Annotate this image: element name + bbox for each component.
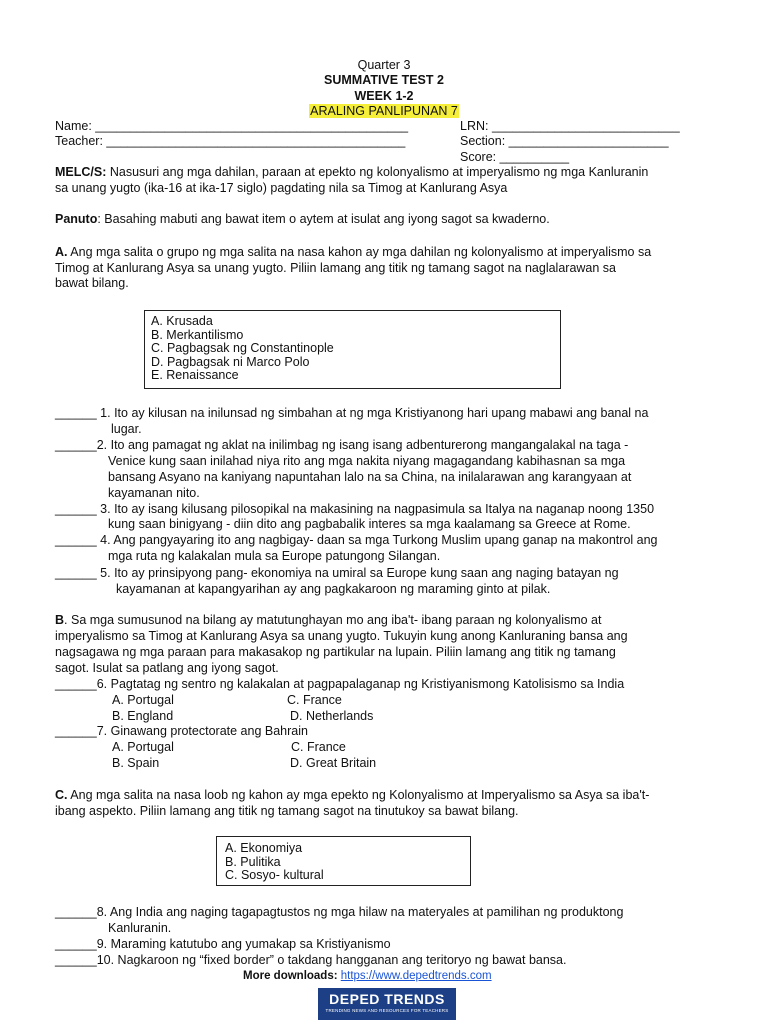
question-3-line-1: ______ 3. Ito ay isang kilusang pilosopikal na makasining na nagpasimula sa Italya na naganap noong 1350	[55, 502, 655, 516]
section-a-line-2: Timog at Kanlurang Asya sa unang yugto. Piliin lamang ang titik ng tamang sagot na naglalarawan sa	[55, 261, 616, 275]
section-a-line-3: bawat bilang.	[55, 276, 129, 290]
question-7: ______7. Ginawang protectorate ang Bahrain	[55, 724, 308, 738]
subject-highlight: ARALING PANLIPUNAN 7	[310, 104, 458, 118]
question-8-line-1: ______8. Ang India ang naging tagapagtustos ng mga hilaw na materyales at pamilihan ng produktong	[55, 905, 624, 919]
choice-c-3: C. Sosyo- kultural	[225, 868, 324, 882]
question-6: ______6. Pagtatag ng sentro ng kalakalan at pagpapalaganap ng Kristiyanismong Katolisismo sa India	[55, 677, 625, 691]
choice-a-4: D. Pagbagsak ni Marco Polo	[151, 354, 310, 369]
section-c-line-1	[55, 788, 649, 802]
logo-title: DEPED TRENDS	[329, 991, 445, 1007]
logo-tagline: TRENDING NEWS AND RESOURCES FOR TEACHERS	[325, 1008, 449, 1013]
question-8-line-2: Kanluranin.	[108, 921, 172, 935]
question-5-line-1: ______ 5. Ito ay prinsipyong pang- ekonomiya na umiral sa Europe kung saan ang naging batayan ng	[55, 566, 619, 580]
melc-text: Nasusuri ang mga dahilan, paraan at epekto ng kolonyalismo at imperyalismo ng mga Kanluranin	[106, 165, 649, 179]
question-1-line-2: lugar.	[111, 422, 142, 436]
panuto-line	[55, 212, 550, 226]
week-label: WEEK 1-2	[354, 89, 414, 103]
question-4-line-1: ______ 4. Ang pangyayaring ito ang nagbigay- daan sa mga Turkong Muslim upang ganap na makontrol ang	[55, 533, 658, 547]
choice-a-2: B. Merkantilismo	[151, 327, 244, 342]
section-a-text: Ang mga salita o grupo ng mga salita na nasa kahon ay mga dahilan ng kolonyalismo at imperyalismo sa	[67, 245, 652, 259]
score-field: Score: __________	[460, 150, 570, 164]
question-2-line-3: bansang Asyano na kaniyang napuntahan lalo na sa China, na inilalarawan ang karangyaan at	[108, 470, 632, 484]
footer-downloads	[243, 970, 492, 982]
q7-option-d: D. Great Britain	[290, 756, 377, 770]
section-b-label: B	[55, 613, 65, 627]
q6-option-a: A. Portugal	[112, 693, 174, 707]
choice-a-1: A. Krusada	[151, 314, 213, 328]
melc-line-1	[55, 165, 648, 179]
section-b-text: . Sa mga sumusunod na bilang ay matutunghayan mo ang iba't- ibang paraan ng kolonyalismo at	[64, 613, 602, 627]
name-field: Name: _____________________________________________	[55, 119, 409, 133]
choice-c-2: B. Pulitika	[225, 854, 281, 869]
panuto-text: : Basahing mabuti ang bawat item o aytem at isulat ang iyong sagot sa kwaderno.	[97, 212, 550, 226]
q7-option-c: C. France	[291, 740, 346, 754]
footer-link[interactable]: https://www.depedtrends.com	[340, 970, 492, 982]
melc-label: MELC/S:	[55, 165, 107, 179]
choices-box-a	[144, 310, 561, 389]
question-1-line-1: ______ 1. Ito ay kilusan na inilunsad ng simbahan at ng mga Kristiyanong hari upang mabawi ang banal na	[55, 406, 649, 420]
choices-box-c	[216, 836, 471, 886]
section-b-line-2: imperyalismo sa Timog at Kanlurang Asya sa unang yugto. Tukuyin kung anong Kanluraning bansa ang	[55, 629, 628, 643]
q6-option-c: C. France	[287, 693, 342, 707]
q6-option-d: D. Netherlands	[290, 709, 374, 723]
melc-line-2: sa unang yugto (ika-16 at ika-17 siglo) pagdating nila sa Timog at Kanlurang Asya	[55, 181, 508, 195]
question-2-line-1: ______2. Ito ang pamagat ng aklat na inilimbag ng isang isang adbenturerong mangangalakal na taga -	[55, 438, 629, 452]
deped-trends-logo[interactable]	[318, 988, 456, 1020]
question-3-line-2: kung saan binigyang - diin dito ang pagbabalik interes sa mga kaalamang sa Greece at Rome.	[108, 517, 631, 531]
question-2-line-4: kayamanan nito.	[108, 486, 200, 500]
section-c-label: C.	[55, 788, 68, 802]
question-4-line-2: mga ruta ng kalakalan mula sa Europe patungong Silangan.	[108, 549, 441, 563]
teacher-field: Teacher: ___________________________________________	[55, 134, 406, 148]
section-b-line-4: sagot. Isulat sa patlang ang iyong sagot.	[55, 661, 279, 675]
section-a-label: A.	[55, 245, 68, 259]
question-9: ______9. Maraming katutubo ang yumakap sa Kristiyanismo	[55, 937, 391, 951]
question-5-line-2: kayamanan at kapangyarihan ay ang pagkakaroon ng maraming ginto at pilak.	[116, 582, 551, 596]
lrn-field: LRN: ___________________________	[460, 119, 680, 133]
section-b-line-1	[55, 613, 601, 627]
section-c-line-2: ibang aspekto. Piliin lamang ang titik ng tamang sagot na tinutukoy sa bawat bilang.	[55, 804, 519, 818]
choice-a-5: E. Renaissance	[151, 368, 239, 382]
section-field: Section: _______________________	[460, 134, 669, 148]
question-10: ______10. Nagkaroon ng “fixed border” o takdang hangganan ang teritoryo ng bawat bansa.	[55, 953, 567, 967]
footer-label: More downloads:	[243, 970, 341, 982]
section-a-line-1	[55, 245, 651, 259]
subject-title	[0, 104, 768, 118]
test-title: SUMMATIVE TEST 2	[324, 73, 444, 87]
q7-option-b: B. Spain	[112, 756, 160, 770]
question-2-line-2: Venice kung saan inilahad niya rito ang mga nakita niyang magagandang kabihasnan sa mga	[108, 454, 626, 468]
q7-option-a: A. Portugal	[112, 740, 174, 754]
panuto-label: Panuto	[55, 212, 98, 226]
section-c-text: Ang mga salita na nasa loob ng kahon ay mga epekto ng Kolonyalismo at Imperyalismo sa Asya sa iba't-	[67, 788, 650, 802]
section-b-line-3: nagsagawa ng mga paraan para makasakop ng partikular na lupain. Piliin lamang ang titik ng tamang	[55, 645, 616, 659]
choice-a-3: C. Pagbagsak ng Constantinople	[151, 341, 334, 355]
quarter-label: Quarter 3	[357, 58, 411, 72]
q6-option-b: B. England	[112, 709, 174, 723]
choice-c-1: A. Ekonomiya	[225, 841, 303, 855]
